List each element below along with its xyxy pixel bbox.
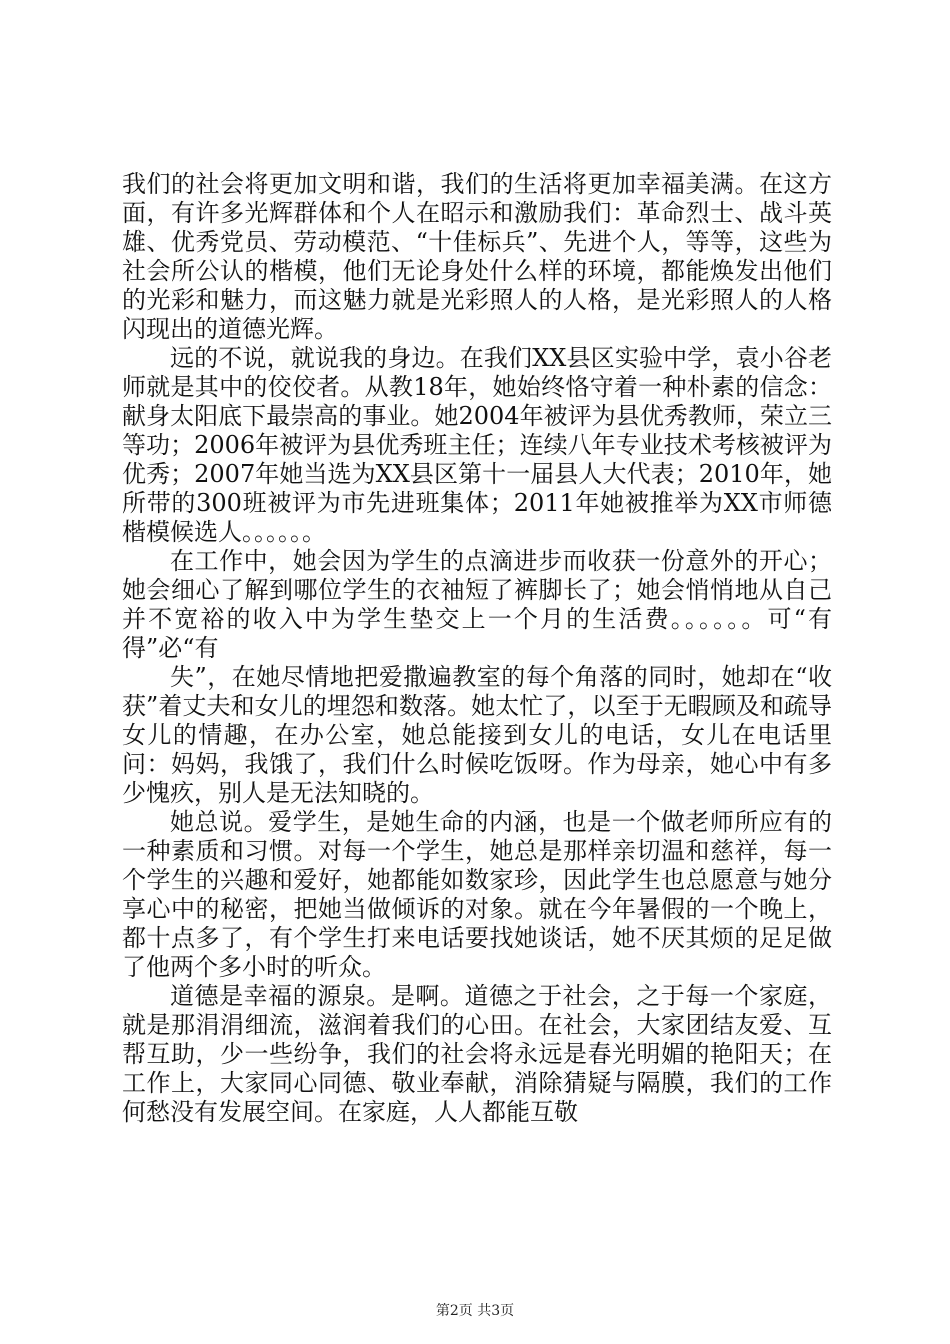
paragraph-2: 远的不说，就说我的身边。在我们XX县区实验中学，袁小谷老师就是其中的佼佼者。从教18年，她始终恪守着一种朴素的信念：献身太阳底下最崇高的事业。她2004年被评为县优秀教师，荣立三等功；2006年被评为县优秀班主任；连续八年专业技术考核被评为优秀；2007年她当选为XX县区第十一届县人大代表；2010年，她所带的300班被评为市先进班集体；2011年她被推举为XX市师德楷模候选人。。。。。。 <box>122 344 832 546</box>
paragraph-6: 道德是幸福的源泉。是啊。道德之于社会，之于每一个家庭，就是那涓涓细流，滋润着我们的心田。在社会，大家团结友爱、互帮互助，少一些纷争，我们的社会将永远是春光明媚的艳阳天；在工作上，大家同心同德、敬业奉献，消除猜疑与隔膜，我们的工作何愁没有发展空间。在家庭，人人都能互敬 <box>122 982 832 1126</box>
paragraph-5: 她总说。爱学生，是她生命的内涵，也是一个做老师所应有的一种素质和习惯。对每一个学生，她总是那样亲切温和慈祥，每一个学生的兴趣和爱好，她都能如数家珍，因此学生也总愿意与她分享心中的秘密，把她当做倾诉的对象。就在今年暑假的一个晚上，都十点多了，有个学生打来电话要找她谈话，她不厌其烦的足足做了他两个多小时的听众。 <box>122 808 832 981</box>
paragraph-4: 失”，在她尽情地把爱撒遍教室的每个角落的同时，她却在“收获”着丈夫和女儿的埋怨和数落。她太忙了，以至于无暇顾及和疏导女儿的情趣，在办公室，她总能接到女儿的电话，女儿在电话里问：妈妈，我饿了，我们什么时候吃饭呀。作为母亲，她心中有多少愧疚，别人是无法知晓的。 <box>122 663 832 807</box>
document-body <box>122 170 832 1127</box>
paragraph-1: 我们的社会将更加文明和谐，我们的生活将更加幸福美满。在这方面，有许多光辉群体和个人在昭示和激励我们：革命烈士、战斗英雄、优秀党员、劳动模范、“十佳标兵”、先进个人，等等，这些为社会所公认的楷模，他们无论身处什么样的环境，都能焕发出他们的光彩和魅力，而这魅力就是光彩照人的人格，是光彩照人的人格闪现出的道德光辉。 <box>122 170 832 343</box>
paragraph-3: 在工作中，她会因为学生的点滴进步而收获一份意外的开心；她会细心了解到哪位学生的衣袖短了裤脚长了；她会悄悄地从自己并不宽裕的收入中为学生垫交上一个月的生活费。。。。。。可“有得”必“有 <box>122 547 832 662</box>
page-footer: 第2页 共3页 <box>435 1303 515 1319</box>
